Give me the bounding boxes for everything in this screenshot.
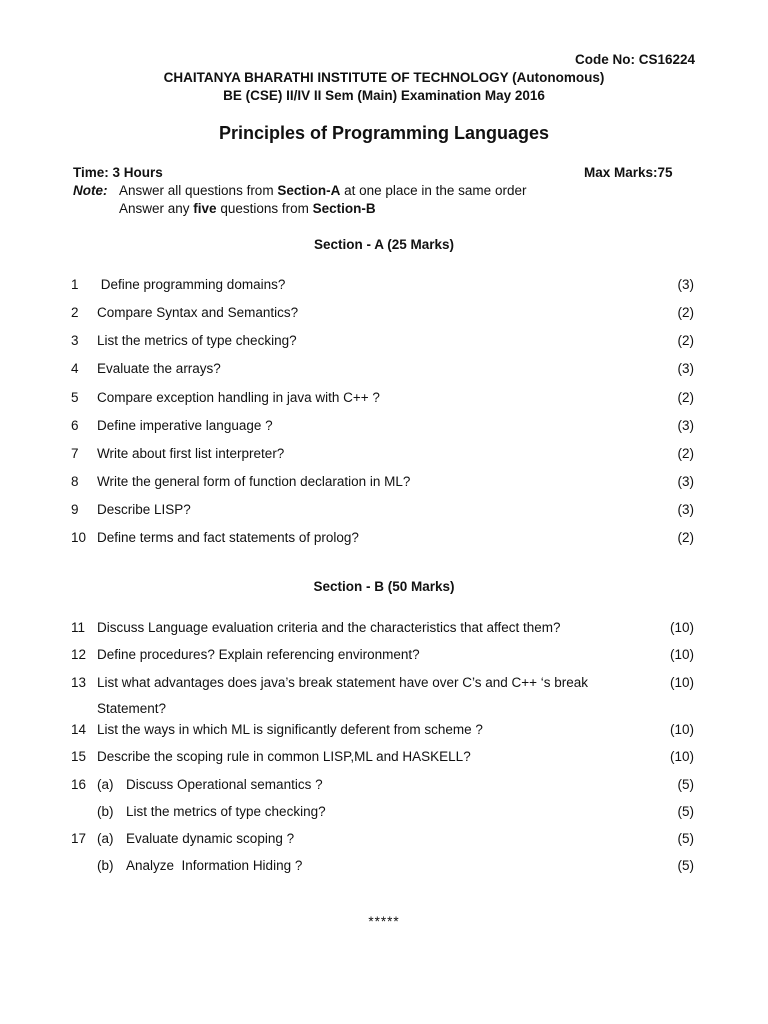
exam-name: BE (CSE) II/IV II Sem (Main) Examination May 2016 [223,88,545,103]
question-number: 6 [71,418,79,433]
question-marks: (5) [677,777,694,792]
question-row [0,749,768,767]
section-b-heading: Section - B (50 Marks) [313,579,455,594]
question-text: Define procedures? Explain referencing environment? [97,647,420,662]
question-number: 1 [71,277,79,292]
question-continuation: Statement? [97,701,167,716]
end-of-paper-mark: ***** [368,914,400,929]
question-number: 13 [71,675,87,690]
question-text: Define imperative language ? [97,418,273,433]
question-number: 4 [71,361,79,376]
question-row [0,777,768,795]
note-label: Note: [73,183,108,198]
question-marks: (5) [677,831,694,846]
note2-mid: questions from [216,201,313,216]
question-number: 12 [71,647,87,662]
question-text: Evaluate the arrays? [97,361,221,376]
subquestion-label: (b) [97,804,114,819]
subquestion-label: (a) [97,777,114,792]
question-number: 5 [71,390,79,405]
question-number: 15 [71,749,87,764]
question-row [0,305,768,323]
question-row [0,530,768,548]
question-number: 8 [71,474,79,489]
question-row [0,722,768,740]
note1-end: at one place in the same order [340,183,527,198]
question-text: List what advantages does java’s break statement have over C’s and C++ ‘s break [97,675,589,690]
page-title: Principles of Programming Languages [218,123,550,143]
question-row [0,333,768,351]
question-text: Describe LISP? [97,502,191,517]
question-marks: (3) [677,474,694,489]
question-marks: (5) [677,804,694,819]
question-text: Describe the scoping rule in common LISP,ML and HASKELL? [97,749,471,764]
question-marks: (2) [677,390,694,405]
question-row [0,361,768,379]
section-a-heading: Section - A (25 Marks) [313,237,455,252]
question-marks: (10) [669,749,694,764]
question-number: 2 [71,305,79,320]
time-allowed: Time: 3 Hours [73,165,163,180]
question-marks: (3) [677,277,694,292]
question-text: List the metrics of type checking? [97,333,297,348]
question-number: 7 [71,446,79,461]
question-number: 10 [71,530,87,545]
question-marks: (2) [677,530,694,545]
question-marks: (10) [669,722,694,737]
question-number: 11 [71,620,86,635]
question-text: Write the general form of function declaration in ML? [97,474,411,489]
question-row [0,620,768,638]
question-row [0,804,768,822]
question-row [0,446,768,464]
question-marks: (3) [677,361,694,376]
question-row [0,474,768,492]
question-row [0,390,768,408]
note1-bold: Section-A [277,183,341,198]
code-number: Code No: CS16224 [574,52,695,67]
question-text: Analyze Information Hiding ? [126,858,303,873]
question-row [0,831,768,849]
question-marks: (3) [677,502,694,517]
question-text: Compare exception handling in java with C++ ? [97,390,380,405]
question-number: 9 [71,502,79,517]
question-marks: (2) [677,305,694,320]
question-number: 3 [71,333,79,348]
subquestion-label: (a) [97,831,114,846]
max-marks: Max Marks:75 [584,165,673,180]
question-number: 14 [71,722,87,737]
question-text: Discuss Language evaluation criteria and the characteristics that affect them? [97,620,561,635]
question-number: 17 [71,831,87,846]
question-row [0,418,768,436]
question-marks: (10) [669,675,694,690]
question-row [0,858,768,876]
institute-name: CHAITANYA BHARATHI INSTITUTE OF TECHNOLOGY (Autonomous) [163,70,605,85]
question-row [0,502,768,520]
question-number: 16 [71,777,87,792]
note2-bold: five [193,201,217,216]
question-text: Compare Syntax and Semantics? [97,305,299,320]
question-row [0,277,768,295]
note-line-1 [119,183,526,198]
question-marks: (2) [677,333,694,348]
question-text: List the metrics of type checking? [126,804,326,819]
note1-text: Answer all questions from [119,183,278,198]
question-marks: (10) [669,620,694,635]
question-marks: (2) [677,446,694,461]
question-marks: (10) [669,647,694,662]
question-row [0,647,768,665]
question-text: Define programming domains? [97,277,286,292]
question-text: Discuss Operational semantics ? [126,777,323,792]
note2-text: Answer any [119,201,194,216]
question-row [0,675,768,693]
question-marks: (5) [677,858,694,873]
question-text: List the ways in which ML is significantly deferent from scheme ? [97,722,483,737]
question-text: Define terms and fact statements of prolog? [97,530,359,545]
question-text: Evaluate dynamic scoping ? [126,831,295,846]
question-text: Write about first list interpreter? [97,446,285,461]
subquestion-label: (b) [97,858,114,873]
note-line-2 [119,201,376,216]
note2-bold2: Section-B [312,201,376,216]
question-marks: (3) [677,418,694,433]
